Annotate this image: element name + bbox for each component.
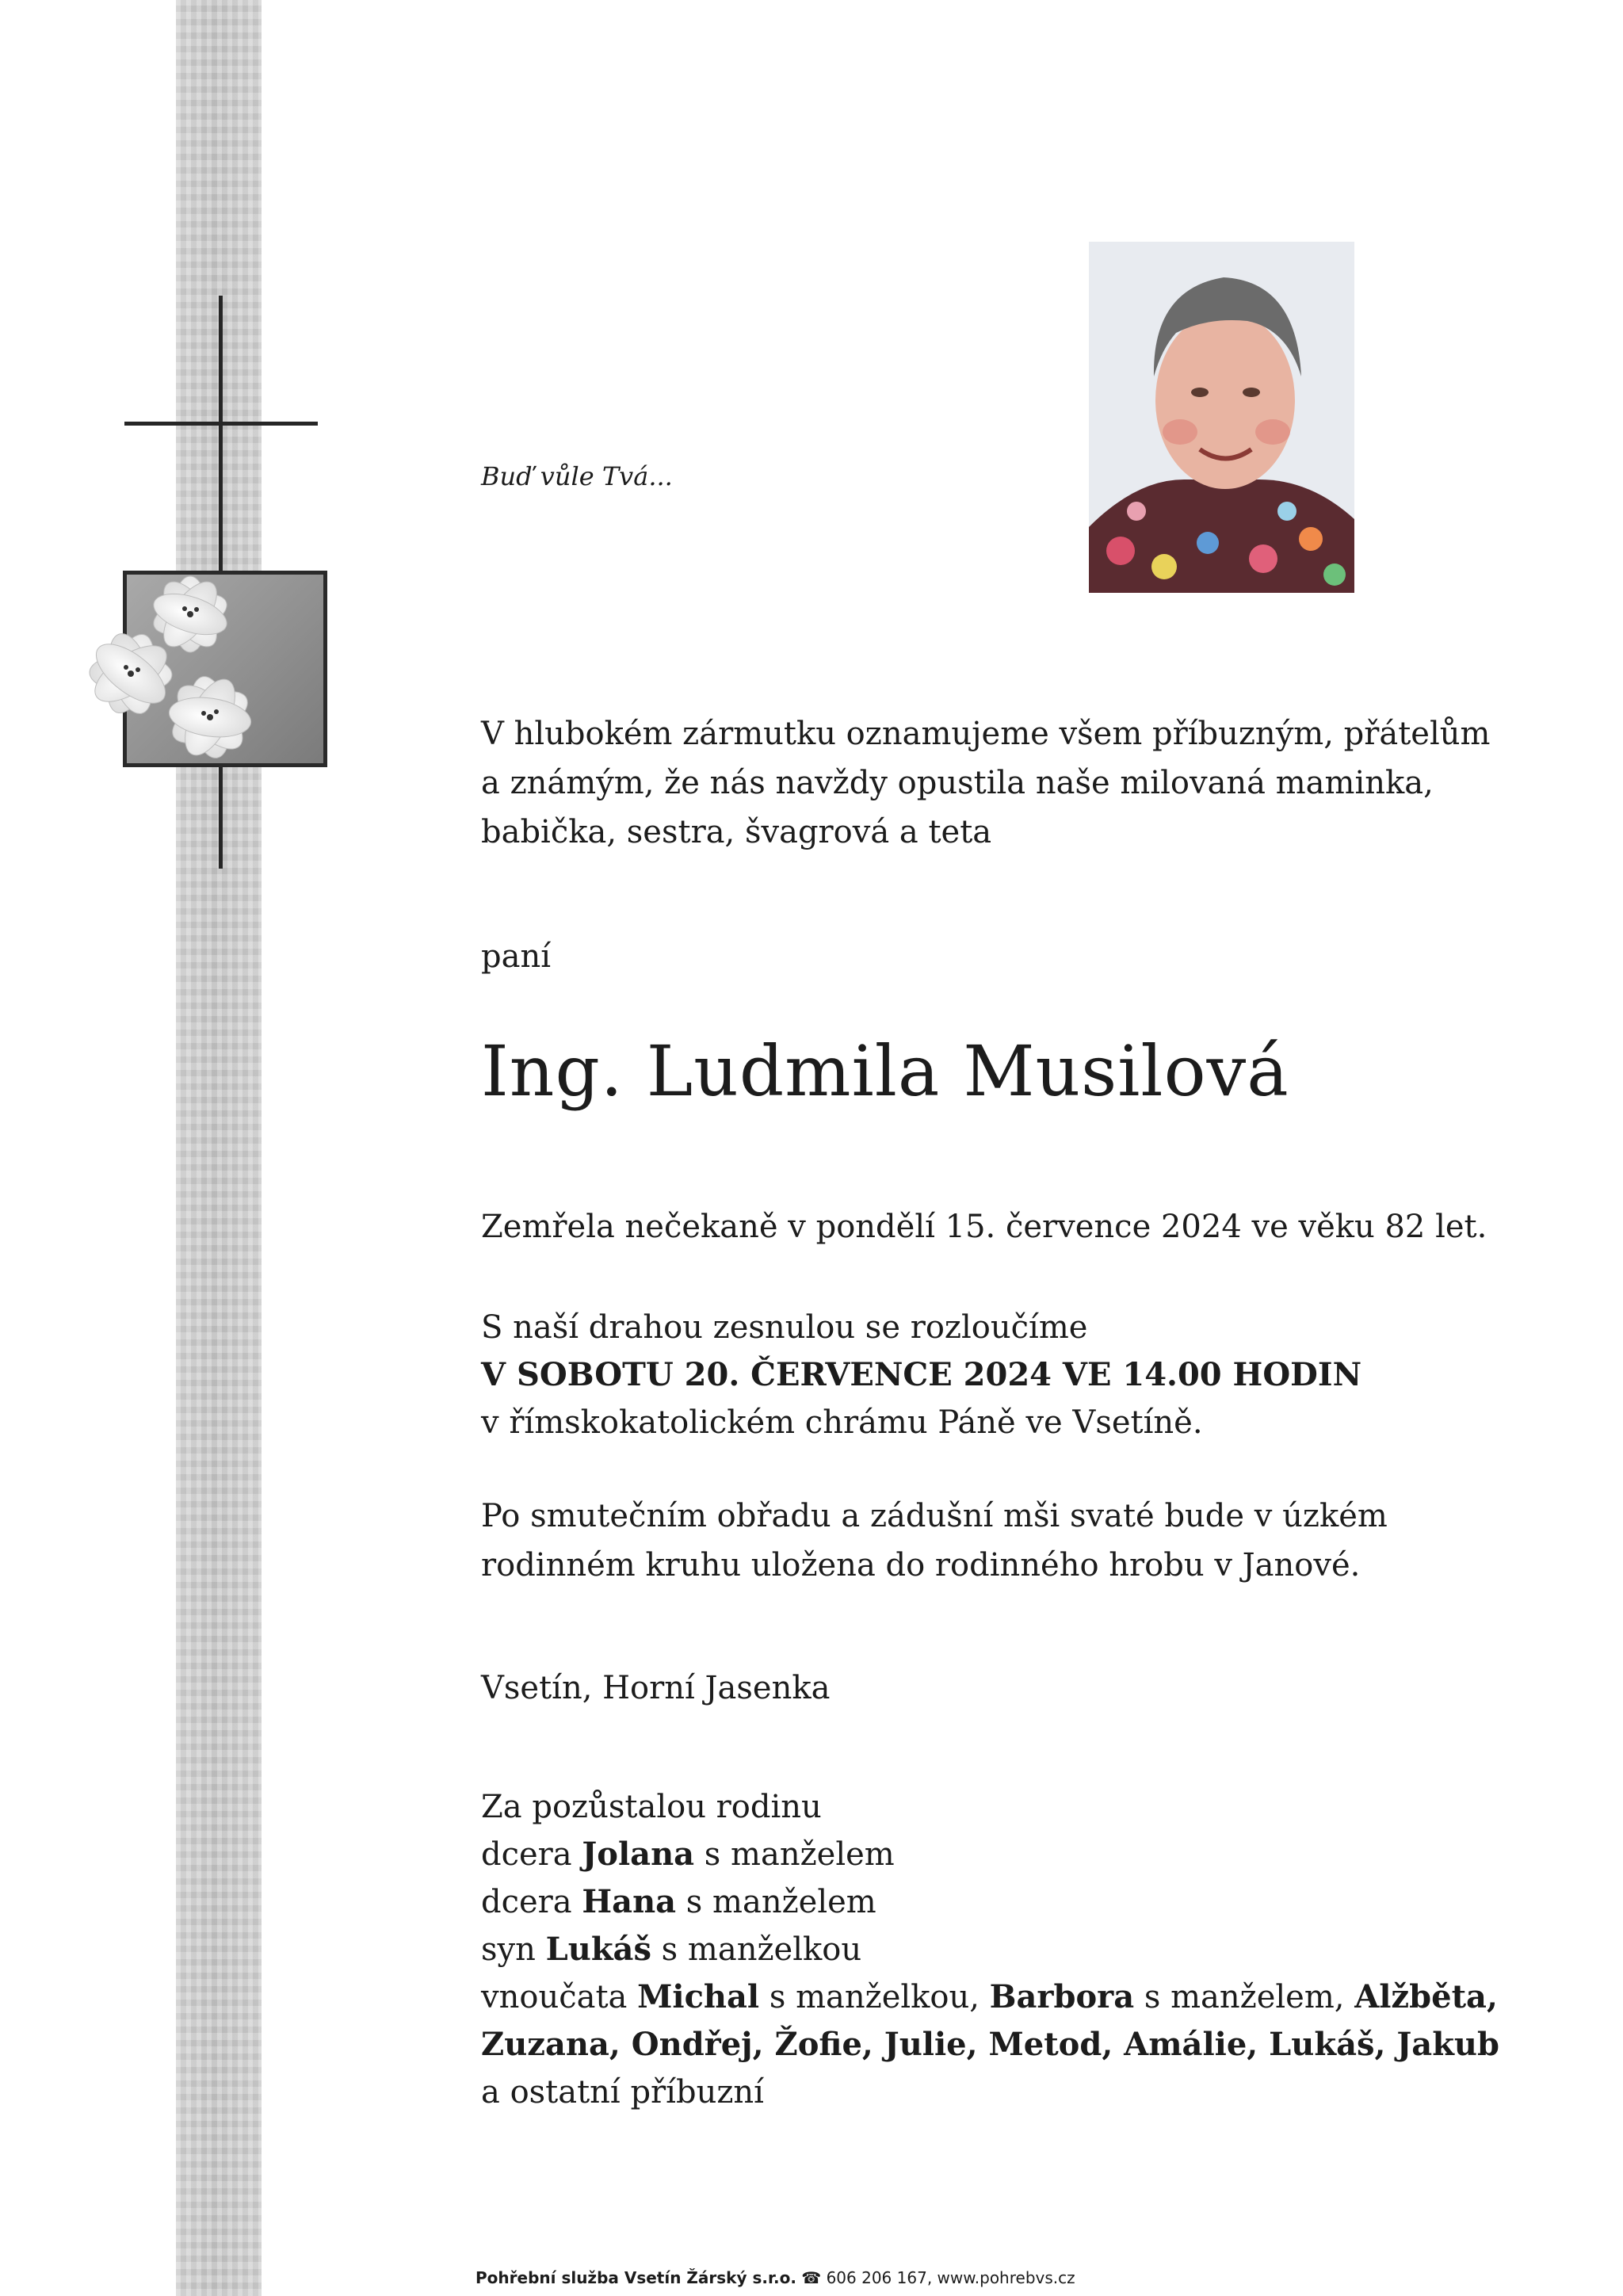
member-name: Hana bbox=[582, 1883, 677, 1920]
farewell-info bbox=[481, 1304, 1361, 1446]
relation-text: s manželem bbox=[694, 1836, 895, 1873]
member-name: Barbora bbox=[989, 1978, 1135, 2015]
relation-text: s manželkou bbox=[651, 1931, 862, 1968]
death-notice: Zemřela nečekaně v pondělí 15. července 2024 ve věku 82 let. bbox=[481, 1209, 1487, 1245]
family-others: a ostatní příbuzní bbox=[481, 2074, 764, 2111]
member-name: Michal bbox=[637, 1978, 760, 2015]
lily-flowers-image bbox=[71, 547, 325, 800]
relation-text: vnoučata bbox=[481, 1979, 638, 2015]
family-intro: Za pozůstalou rodinu bbox=[481, 1789, 822, 1825]
relation-text: dcera bbox=[481, 1884, 582, 1920]
burial-info bbox=[481, 1492, 1388, 1590]
family-member-daughter1 bbox=[481, 1831, 1499, 1878]
family-grandchildren-cont bbox=[481, 2021, 1499, 2069]
farewell-line: S naší drahou zesnulou se rozloučíme bbox=[481, 1309, 1088, 1346]
announcement-line: babička, sestra, švagrová a teta bbox=[481, 814, 992, 850]
footer-contact: 606 206 167, www.pohrebvs.cz bbox=[821, 2268, 1075, 2287]
relation-text: s manželem bbox=[676, 1884, 876, 1920]
portrait-photo bbox=[1089, 242, 1354, 593]
member-name: Lukáš bbox=[545, 1931, 651, 1968]
cross-horizontal-bar bbox=[124, 422, 318, 426]
phone-icon: ☎ bbox=[801, 2268, 822, 2287]
relation-text: s manželkou, bbox=[759, 1979, 990, 2015]
relation-text: s manželem, bbox=[1134, 1979, 1355, 2015]
deceased-name: Ing. Ludmila Musilová bbox=[481, 1030, 1289, 1112]
salutation: paní bbox=[481, 938, 552, 975]
announcement-line: V hlubokém zármutku oznamujeme všem příbuzným, přátelům bbox=[481, 716, 1491, 752]
farewell-location: v římskokatolickém chrámu Páně ve Vsetíně. bbox=[481, 1404, 1203, 1441]
member-name: Jolana bbox=[582, 1836, 695, 1873]
family-member-son bbox=[481, 1926, 1499, 1973]
place: Vsetín, Horní Jasenka bbox=[481, 1670, 831, 1706]
funeral-service-footer bbox=[475, 2268, 1075, 2287]
burial-line: rodinném kruhu uložena do rodinného hrobu v Janové. bbox=[481, 1547, 1361, 1584]
member-names: Zuzana, Ondřej, Žofie, Julie, Metod, Amálie, Lukáš, Jakub bbox=[481, 2026, 1499, 2063]
farewell-datetime: V SOBOTU 20. ČERVENCE 2024 VE 14.00 HODIN bbox=[481, 1356, 1362, 1393]
relation-text: dcera bbox=[481, 1836, 582, 1873]
motto: Buď vůle Tvá... bbox=[481, 461, 673, 491]
family-member-daughter2 bbox=[481, 1878, 1499, 1926]
announcement bbox=[481, 709, 1490, 857]
family-list bbox=[481, 1783, 1499, 2116]
footer-company: Pohřební služba Vsetín Žárský s.r.o. bbox=[475, 2268, 796, 2287]
relation-text: syn bbox=[481, 1931, 546, 1968]
member-name: Alžběta, bbox=[1354, 1978, 1498, 2015]
announcement-line: a známým, že nás navždy opustila naše milovaná maminka, bbox=[481, 765, 1434, 801]
family-grandchildren bbox=[481, 1973, 1499, 2021]
burial-line: Po smutečním obřadu a zádušní mši svaté bude v úzkém bbox=[481, 1498, 1388, 1534]
